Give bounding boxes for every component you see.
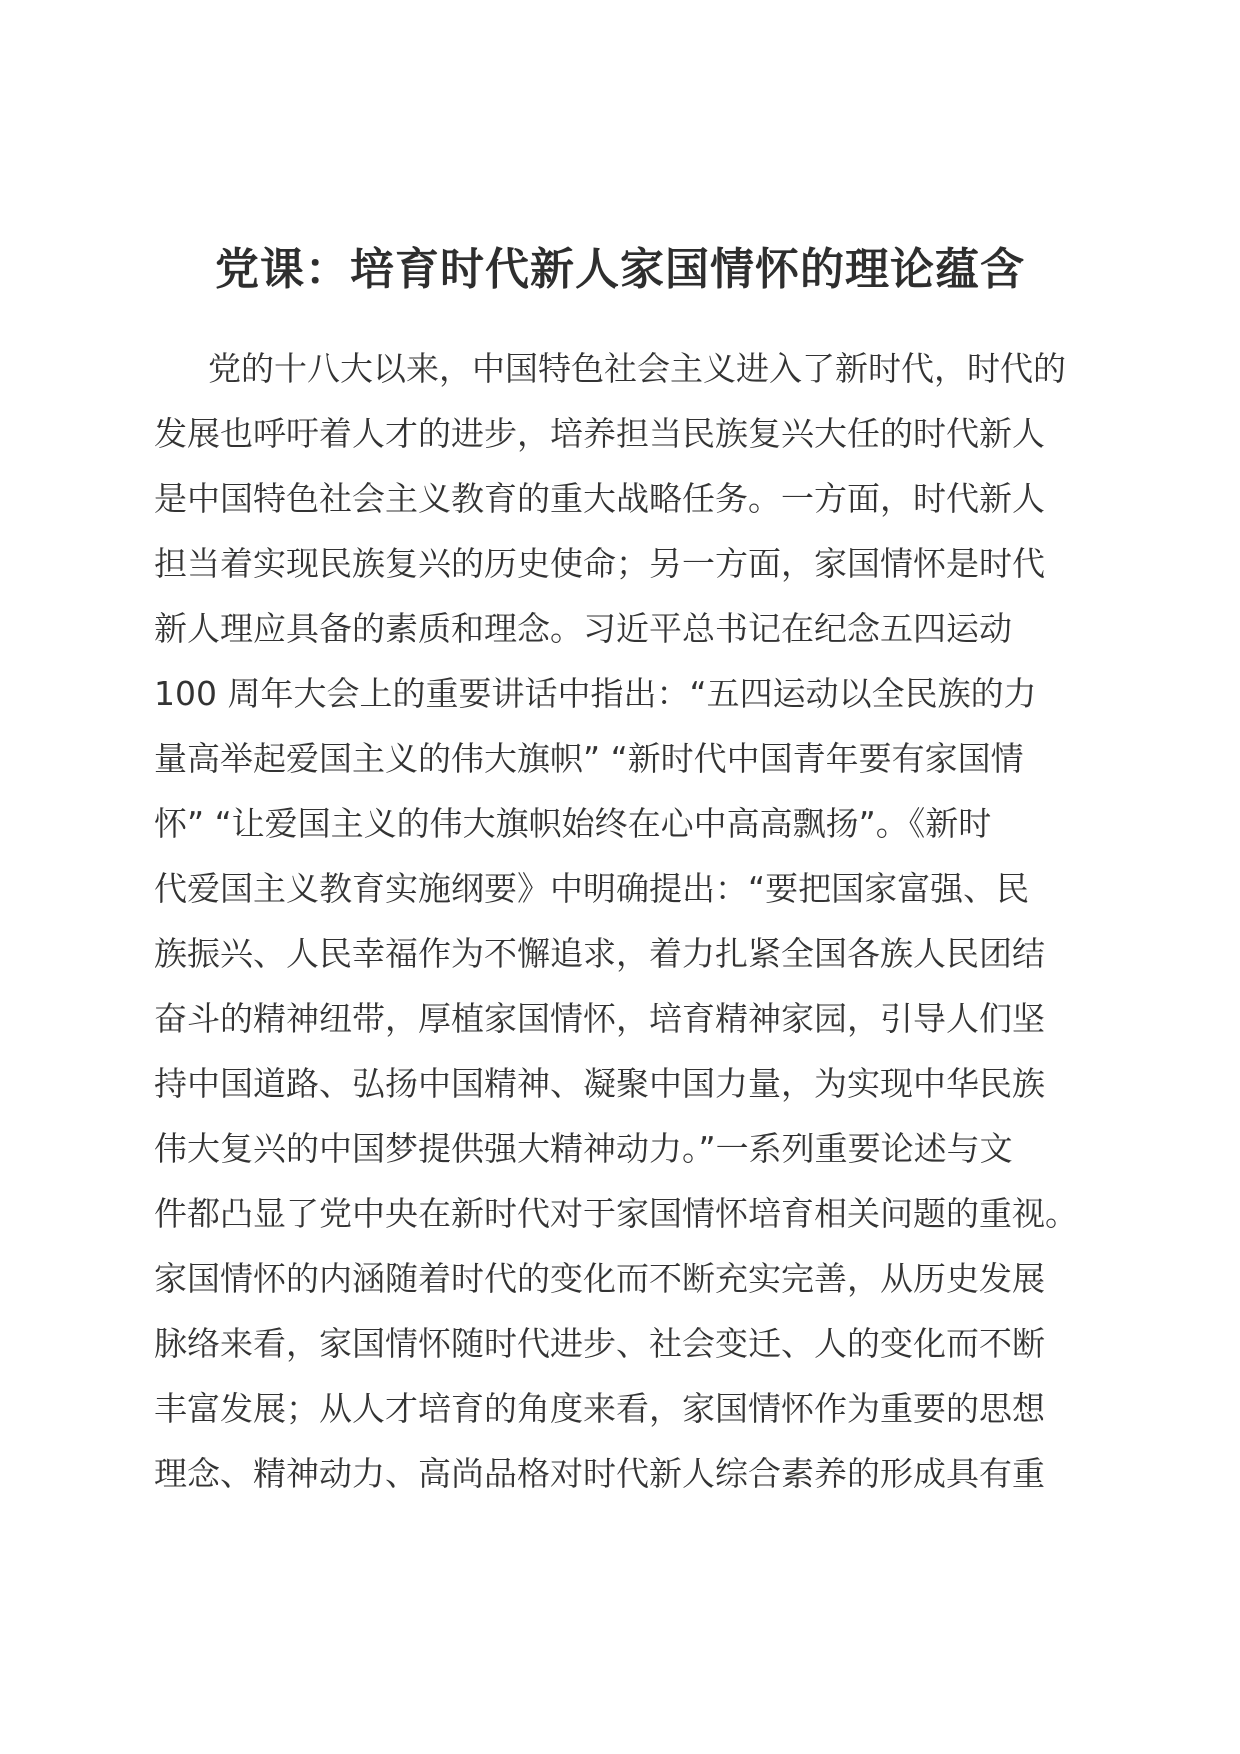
text-line: 怀” “让爱国主义的伟大旗帜始终在心中高高飘扬”。《新时	[154, 804, 992, 843]
text-line: 量高举起爱国主义的伟大旗帜” “新时代中国青年要有家国情	[154, 739, 1024, 778]
text-line: 党的十八大以来，中国特色社会主义进入了新时代，时代的	[208, 349, 1066, 388]
text-line: 奋斗的精神纽带，厚植家国情怀，培育精神家园，引导人们坚	[154, 999, 1045, 1038]
text-line: 100 周年大会上的重要讲话中指出：“五四运动以全民族的力	[154, 674, 1037, 713]
text-line: 发展也呼吁着人才的进步，培养担当民族复兴大任的时代新人	[154, 414, 1045, 453]
text-line: 脉络来看，家国情怀随时代进步、社会变迁、人的变化而不断	[154, 1324, 1045, 1363]
document-title: 党课：培育时代新人家国情怀的理论蕴含	[215, 244, 1025, 295]
text-line: 代爱国主义教育实施纲要》中明确提出：“要把国家富强、民	[154, 869, 1030, 908]
text-line: 丰富发展；从人才培育的角度来看，家国情怀作为重要的思想	[154, 1389, 1045, 1428]
text-line: 担当着实现民族复兴的历史使命；另一方面，家国情怀是时代	[154, 544, 1045, 583]
text-line: 族振兴、人民幸福作为不懈追求，着力扎紧全国各族人民团结	[154, 934, 1045, 973]
text-line: 件都凸显了党中央在新时代对于家国情怀培育相关问题的重视。	[154, 1194, 1078, 1233]
text-line: 伟大复兴的中国梦提供强大精神动力。”一系列重要论述与文	[154, 1129, 1013, 1168]
body-paragraph	[154, 336, 1114, 1506]
text-line: 理念、精神动力、高尚品格对时代新人综合素养的形成具有重	[154, 1454, 1045, 1493]
text-line: 是中国特色社会主义教育的重大战略任务。一方面，时代新人	[154, 479, 1045, 518]
text-line: 家国情怀的内涵随着时代的变化而不断充实完善，从历史发展	[154, 1259, 1045, 1298]
text-line: 新人理应具备的素质和理念。习近平总书记在纪念五四运动	[154, 609, 1012, 648]
text-line: 持中国道路、弘扬中国精神、凝聚中国力量，为实现中华民族	[154, 1064, 1045, 1103]
